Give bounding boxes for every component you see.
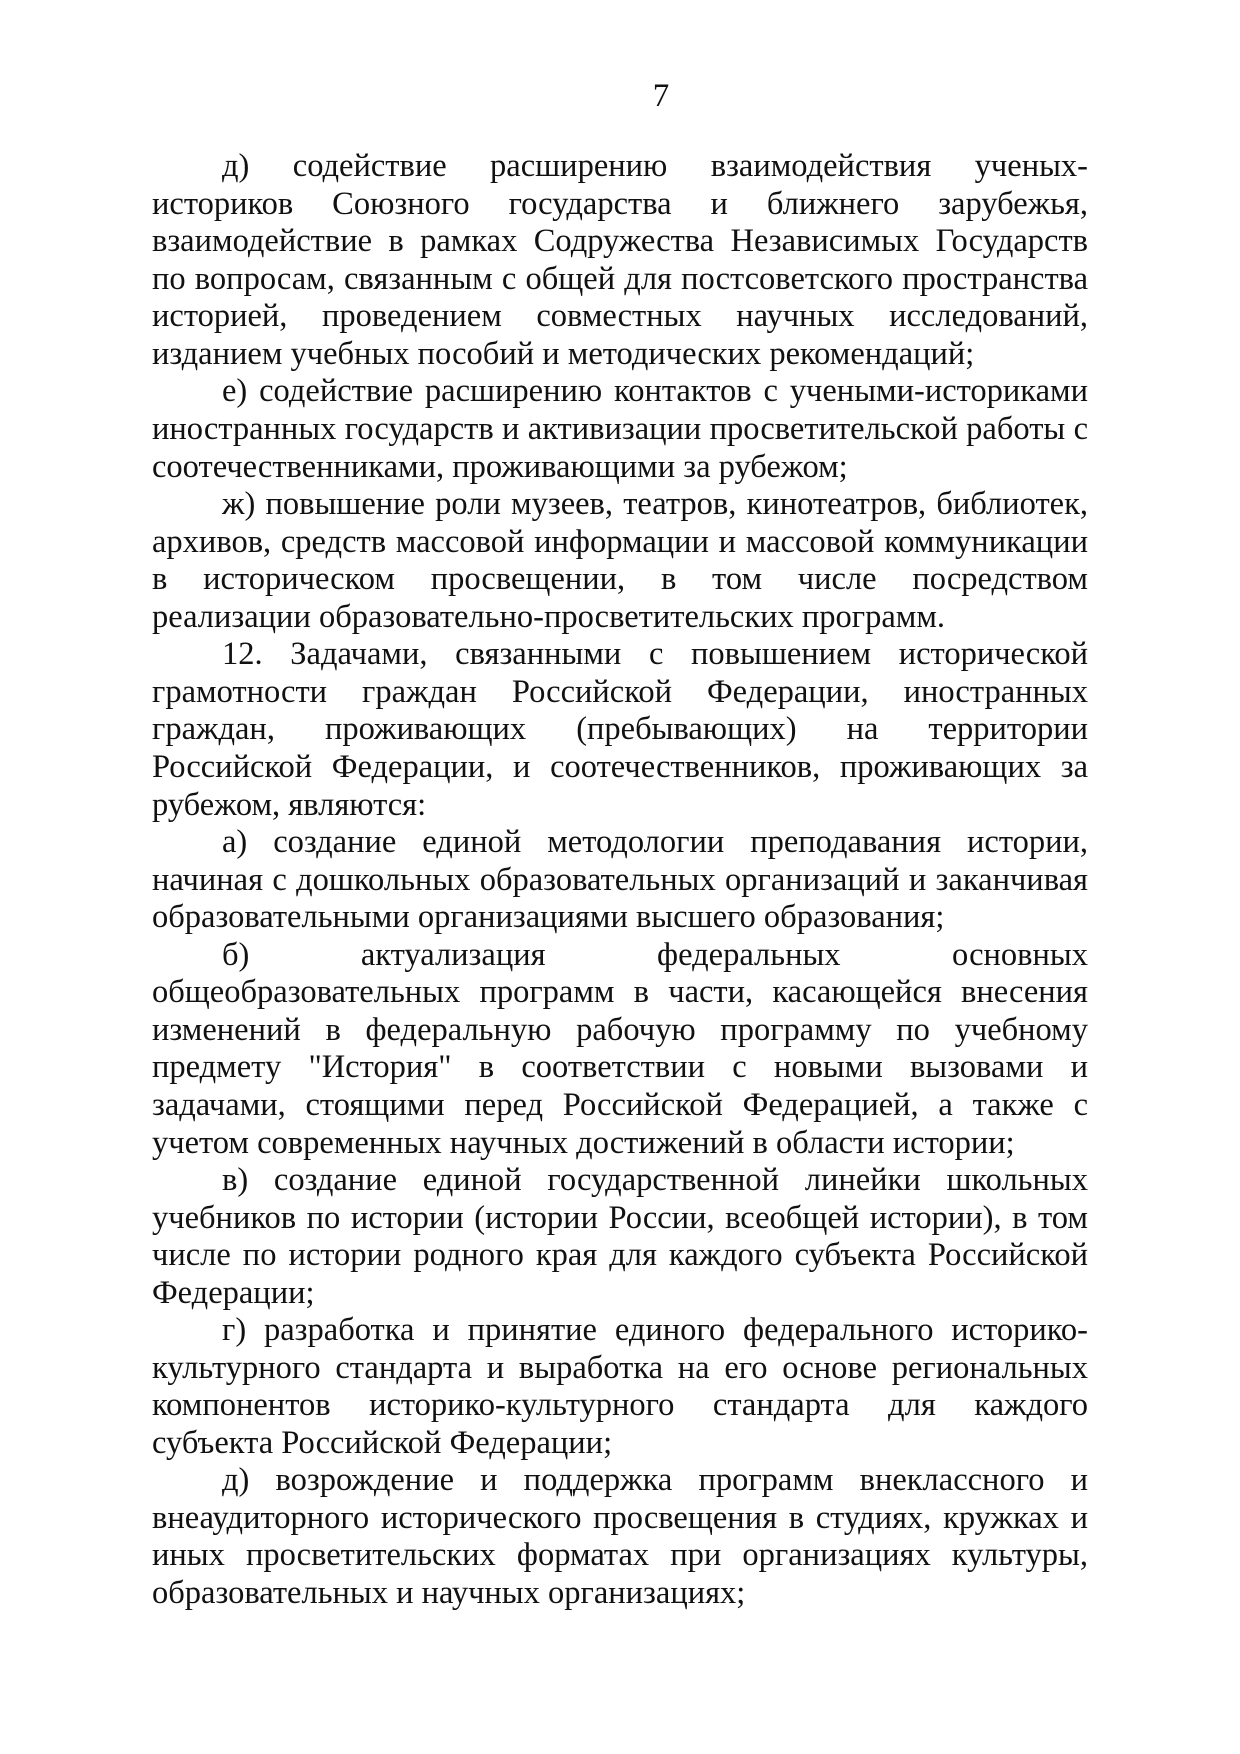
paragraph-e-contacts: е) содействие расширению контактов с учеными-историками иностранных государств и активизации просветительской работы с соотечественниками, проживающими за рубежом; <box>152 373 1088 485</box>
paragraph-d-cooperation: д) содействие расширению взаимодействия ученых-историков Союзного государства и ближнего зарубежья, взаимодействие в рамках Содружества Независимых Государств по вопросам, связанным с общей для постсоветского пространства историей, проведением совместных научных исследований, изданием учебных пособий и методических рекомендаций; <box>152 148 1088 372</box>
paragraph-g-standard: г) разработка и принятие единого федерального историко-культурного стандарта и выработка на его основе региональных компонентов историко-культурного стандарта для каждого субъекта Российской Федерации; <box>152 1312 1088 1461</box>
document-body <box>152 148 1088 1612</box>
paragraph-d-revival: д) возрождение и поддержка программ внеклассного и внеаудиторного исторического просвещения в студиях, кружках и иных просветительских форматах при организациях культуры, образовательных и научных организациях; <box>152 1462 1088 1612</box>
page-number: 7 <box>652 78 670 114</box>
paragraph-12-tasks: 12. Задачами, связанными с повышением исторической грамотности граждан Российской Федерации, иностранных граждан, проживающих (пребывающих) на территории Российской Федерации, и соотечественников, проживающих за рубежом, являются: <box>152 636 1088 823</box>
paragraph-zh-museums: ж) повышение роли музеев, театров, кинотеатров, библиотек, архивов, средств массовой информации и массовой коммуникации в историческом просвещении, в том числе посредством реализации образовательно-просветительских программ. <box>152 485 1088 635</box>
paragraph-a-methodology: а) создание единой методологии преподавания истории, начиная с дошкольных образовательных организаций и заканчивая образовательными организациями высшего образования; <box>152 823 1088 936</box>
paragraph-v-textbooks: в) создание единой государственной линейки школьных учебников по истории (истории России, всеобщей истории), в том числе по истории родного края для каждого субъекта Российской Федерации; <box>152 1161 1088 1311</box>
paragraph-b-programs: б) актуализация федеральных основных общеобразовательных программ в части, касающейся внесения изменений в федеральную рабочую программу по учебному предмету "История" в соответствии с новыми вызовами и задачами, стоящими перед Российской Федерацией, а также с учетом современных научных достижений в области истории; <box>152 936 1088 1161</box>
